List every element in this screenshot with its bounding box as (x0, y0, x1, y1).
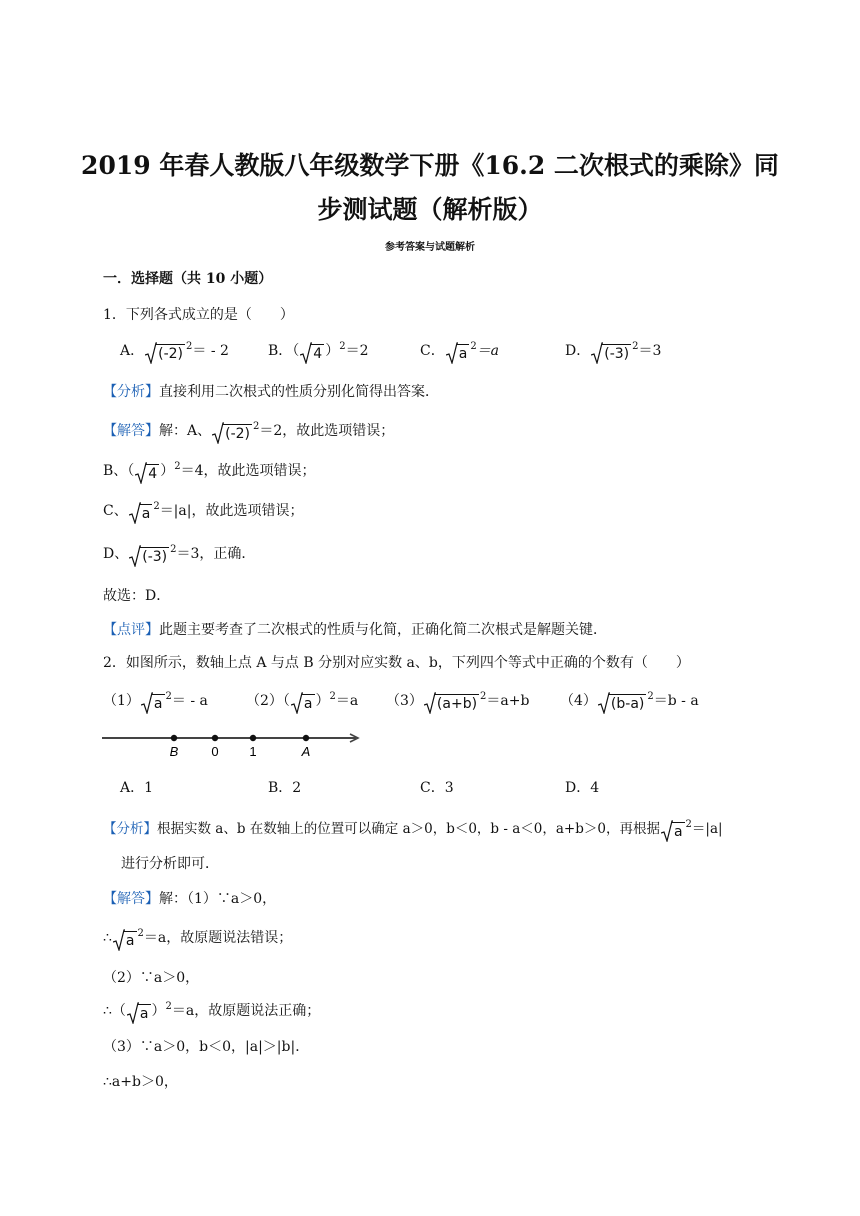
sqrt-icon: (-2) (145, 344, 185, 363)
sqrt-icon: a (141, 694, 165, 713)
sqrt-icon: (b-a) (598, 694, 646, 713)
q1-option-b: B．（ 4 ）$^2$＝2 (268, 341, 369, 362)
section-heading: 一．选择题（共 10 小题） (103, 271, 273, 287)
sqrt-icon: a (127, 1004, 151, 1023)
q1-option-c: C． a $^2$＝a (420, 341, 500, 362)
sqrt-icon: (-3) (129, 547, 169, 566)
q2-expr-2: （2）（ a ）$^2$＝a (246, 691, 359, 712)
sqrt-icon: (-2) (212, 424, 252, 443)
q1-answer-d: D、 (-3) $^2$＝3，正确． (103, 544, 256, 565)
q2-expr-1: （1） a $^2$＝ - a (103, 691, 208, 712)
q2-option-d: D．4 (565, 780, 600, 796)
label-one: 1 (249, 744, 257, 759)
q1-answer-b: B、（ 4 ）$^2$＝4，故此选项错误； (103, 461, 316, 482)
sqrt-icon: 4 (300, 344, 324, 363)
q2-expr-3: （3） (a+b) $^2$＝a+b (386, 691, 530, 712)
label-zero: 0 (211, 744, 219, 759)
q2-option-a: A．1 (120, 780, 154, 796)
q2-answer-step3: （2）∵a＞0， (103, 970, 200, 986)
q2-expr-4: （4） (b-a) $^2$＝b - a (560, 691, 699, 712)
q1-choose: 故选：D． (103, 588, 171, 604)
q1-answer-a: 【解答】解：A、 (-2) $^2$＝2，故此选项错误； (103, 421, 395, 442)
sqrt-icon: a (113, 931, 137, 950)
q2-answer-step6: ∴a+b＞0， (103, 1074, 178, 1090)
page-title-line1: 2019 年春人教版八年级数学下册《16.2 二次根式的乘除》同 (81, 151, 779, 180)
page-title-line2: 步测试题（解析版） (317, 195, 543, 224)
q2-analysis-continued: 进行分析即可． (121, 856, 219, 872)
label-a: A (301, 744, 311, 759)
number-line-figure (100, 728, 364, 760)
label-b: B (169, 744, 179, 759)
sqrt-icon: a (291, 694, 315, 713)
q1-analysis: 【分析】直接利用二次根式的性质分别化简得出答案． (103, 384, 439, 400)
sqrt-icon: a (446, 344, 470, 363)
point-b (171, 735, 177, 741)
point-one (250, 735, 256, 741)
q1-answer-c: C、 a $^2$＝|a|，故此选项错误； (103, 501, 304, 522)
sqrt-icon: (-3) (591, 344, 631, 363)
q1-comment: 【点评】此题主要考查了二次根式的性质与化简，正确化简二次根式是解题关键． (103, 622, 607, 638)
sqrt-icon: 4 (135, 464, 159, 483)
sqrt-icon: a (661, 822, 685, 841)
point-zero (212, 735, 218, 741)
q1-stem: 1．下列各式成立的是（ ） (103, 307, 294, 323)
q2-option-c: C．3 (420, 780, 454, 796)
sqrt-icon: a (129, 504, 153, 523)
sqrt-icon: (a+b) (424, 694, 479, 713)
page-subtitle: 参考答案与试题解析 (385, 242, 475, 253)
q2-answer-step2: ∴ a $^2$＝a，故原题说法错误； (103, 928, 293, 949)
q2-analysis: 【分析】根据实数 a、b 在数轴上的位置可以确定 a＞0，b＜0，b - a＜0，a+b＞0，再根据 a $^2$＝|a| (103, 819, 723, 840)
q2-option-b: B．2 (268, 780, 302, 796)
q2-stem: 2．如图所示，数轴上点 A 与点 B 分别对应实数 a、b，下列四个等式中正确的个数有（ ） (103, 655, 690, 671)
q1-option-a: A． (-2) $^2$＝ - 2 (120, 341, 229, 362)
q2-answer-step5: （3）∵a＞0，b＜0，|a|＞|b|． (103, 1039, 310, 1055)
point-a (303, 735, 309, 741)
q1-option-d: D． (-3) $^2$＝3 (565, 341, 662, 362)
q2-answer-step4: ∴（ a ）$^2$＝a，故原题说法正确； (103, 1001, 321, 1022)
q2-answer-step1: 【解答】解：（1）∵a＞0， (103, 891, 277, 907)
